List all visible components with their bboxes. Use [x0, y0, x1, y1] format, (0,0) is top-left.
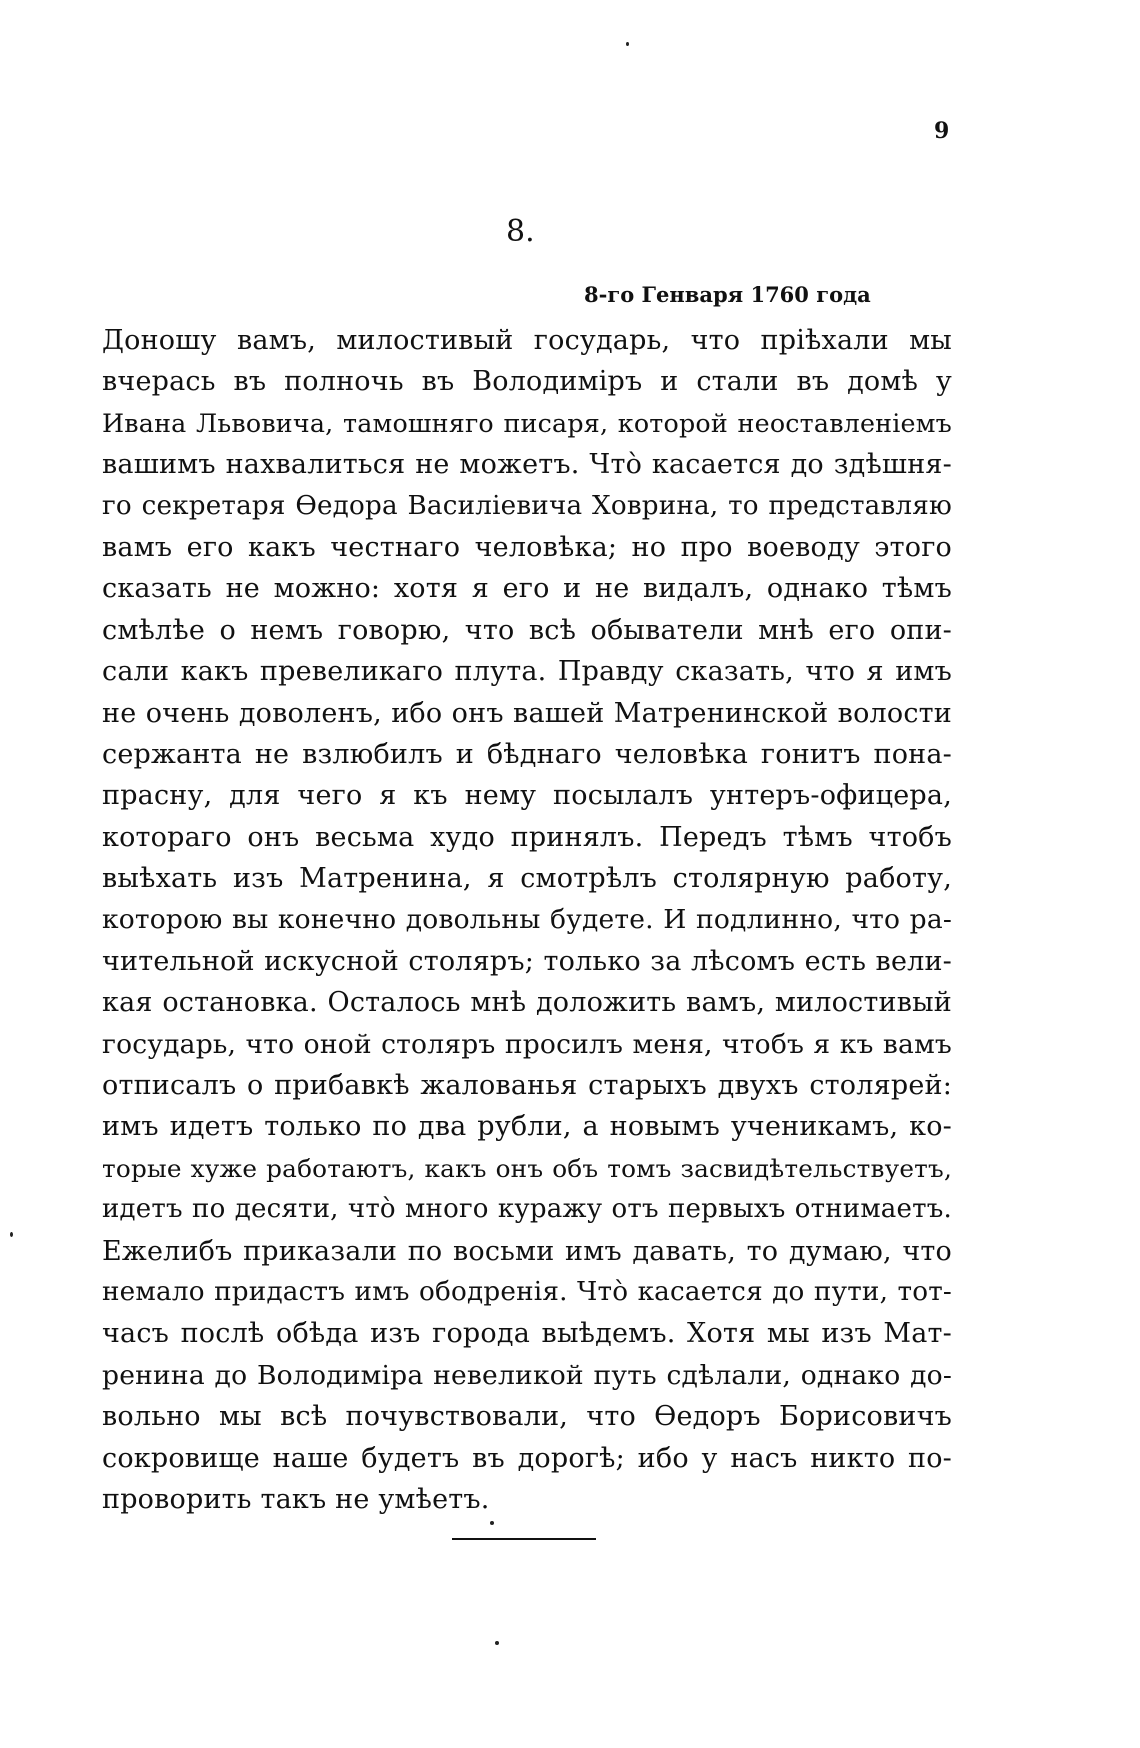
page-number: 9: [934, 118, 950, 144]
text-line: котораго онъ весьма худо принялъ. Передъ тѣмъ чтобъ: [102, 821, 952, 853]
text-line: выѣхать изъ Матренина, я смотрѣлъ столярную работу,: [102, 863, 952, 895]
print-speck: [495, 1641, 499, 1645]
text-line: Доношу вамъ, милостивый государь, что пріѣхали мы: [102, 325, 952, 356]
text-line: сокровище наше будетъ въ дорогѣ; ибо у насъ никто по-: [102, 1442, 952, 1474]
section-separator: [452, 1538, 596, 1540]
text-line: торые хуже работаютъ, какъ онъ объ томъ засвидѣтельствуетъ,: [102, 1153, 952, 1183]
letter-date: 8-го Генваря 1760 года: [584, 282, 871, 307]
text-line: чительной искусной столяръ; только за лѣсомъ есть вели-: [102, 945, 952, 977]
text-line: сали какъ превеликаго плута. Правду сказать, что я имъ: [102, 656, 952, 688]
text-line: немало придастъ имъ ободренія. Чтò касается до пути, тот-: [102, 1276, 952, 1307]
text-line: проворить такъ не умѣетъ.: [102, 1483, 490, 1515]
text-line: сержанта не взлюбилъ и бѣднаго человѣка гонитъ пона-: [102, 738, 952, 770]
text-line: часъ послѣ обѣда изъ города выѣдемъ. Хотя мы изъ Мат-: [102, 1318, 952, 1350]
text-line: вамъ его какъ честнаго человѣка; но про воеводу этого: [102, 531, 952, 563]
text-line: имъ идетъ только по два рубли, а новымъ ученикамъ, ко-: [102, 1111, 952, 1143]
text-line: которою вы конечно довольны будете. И подлинно, что ра-: [102, 904, 952, 936]
text-line: сказать не можно: хотя я его и не видалъ, однако тѣмъ: [102, 573, 952, 605]
text-line: идетъ по десяти, чтò много куражу отъ первыхъ отнимаетъ.: [102, 1194, 952, 1225]
print-speck: [10, 1232, 13, 1237]
print-speck: [626, 42, 629, 46]
text-line: государь, что оной столяръ просилъ меня, чтобъ я къ вамъ: [102, 1028, 952, 1060]
text-line: вчерась въ полночь въ Володиміръ и стали въ домѣ у: [102, 366, 952, 398]
text-line: го секретаря Ѳедора Василіевича Ховрина, то представляю: [102, 490, 952, 521]
text-line: вольно мы всѣ почувствовали, что Ѳедоръ Борисовичъ: [102, 1401, 952, 1433]
letter-body: [102, 320, 952, 1520]
text-line: смѣлѣе о немъ говорю, что всѣ обыватели мнѣ его опи-: [102, 614, 952, 646]
text-line: отписалъ о прибавкѣ жалованья старыхъ двухъ столярей:: [102, 1070, 952, 1102]
text-line: кая остановка. Осталось мнѣ доложить вамъ, милостивый: [102, 987, 952, 1019]
letter-number: 8.: [506, 214, 535, 249]
text-line: Ивана Львовича, тамошняго писаря, которой неоставленіемъ: [102, 407, 952, 438]
text-line: ренина до Володиміра невеликой путь сдѣлали, однако до-: [102, 1359, 952, 1391]
text-line: не очень доволенъ, ибо онъ вашей Матренинской волости: [102, 697, 952, 729]
print-speck: [490, 1521, 494, 1525]
text-line: вашимъ нахвалиться не можетъ. Чтò касается до здѣшня-: [102, 449, 952, 481]
text-line: прасну, для чего я къ нему посылалъ унтеръ-офицера,: [102, 780, 952, 812]
text-line: Ежелибъ приказали по восьми имъ давать, то думаю, что: [102, 1235, 952, 1267]
